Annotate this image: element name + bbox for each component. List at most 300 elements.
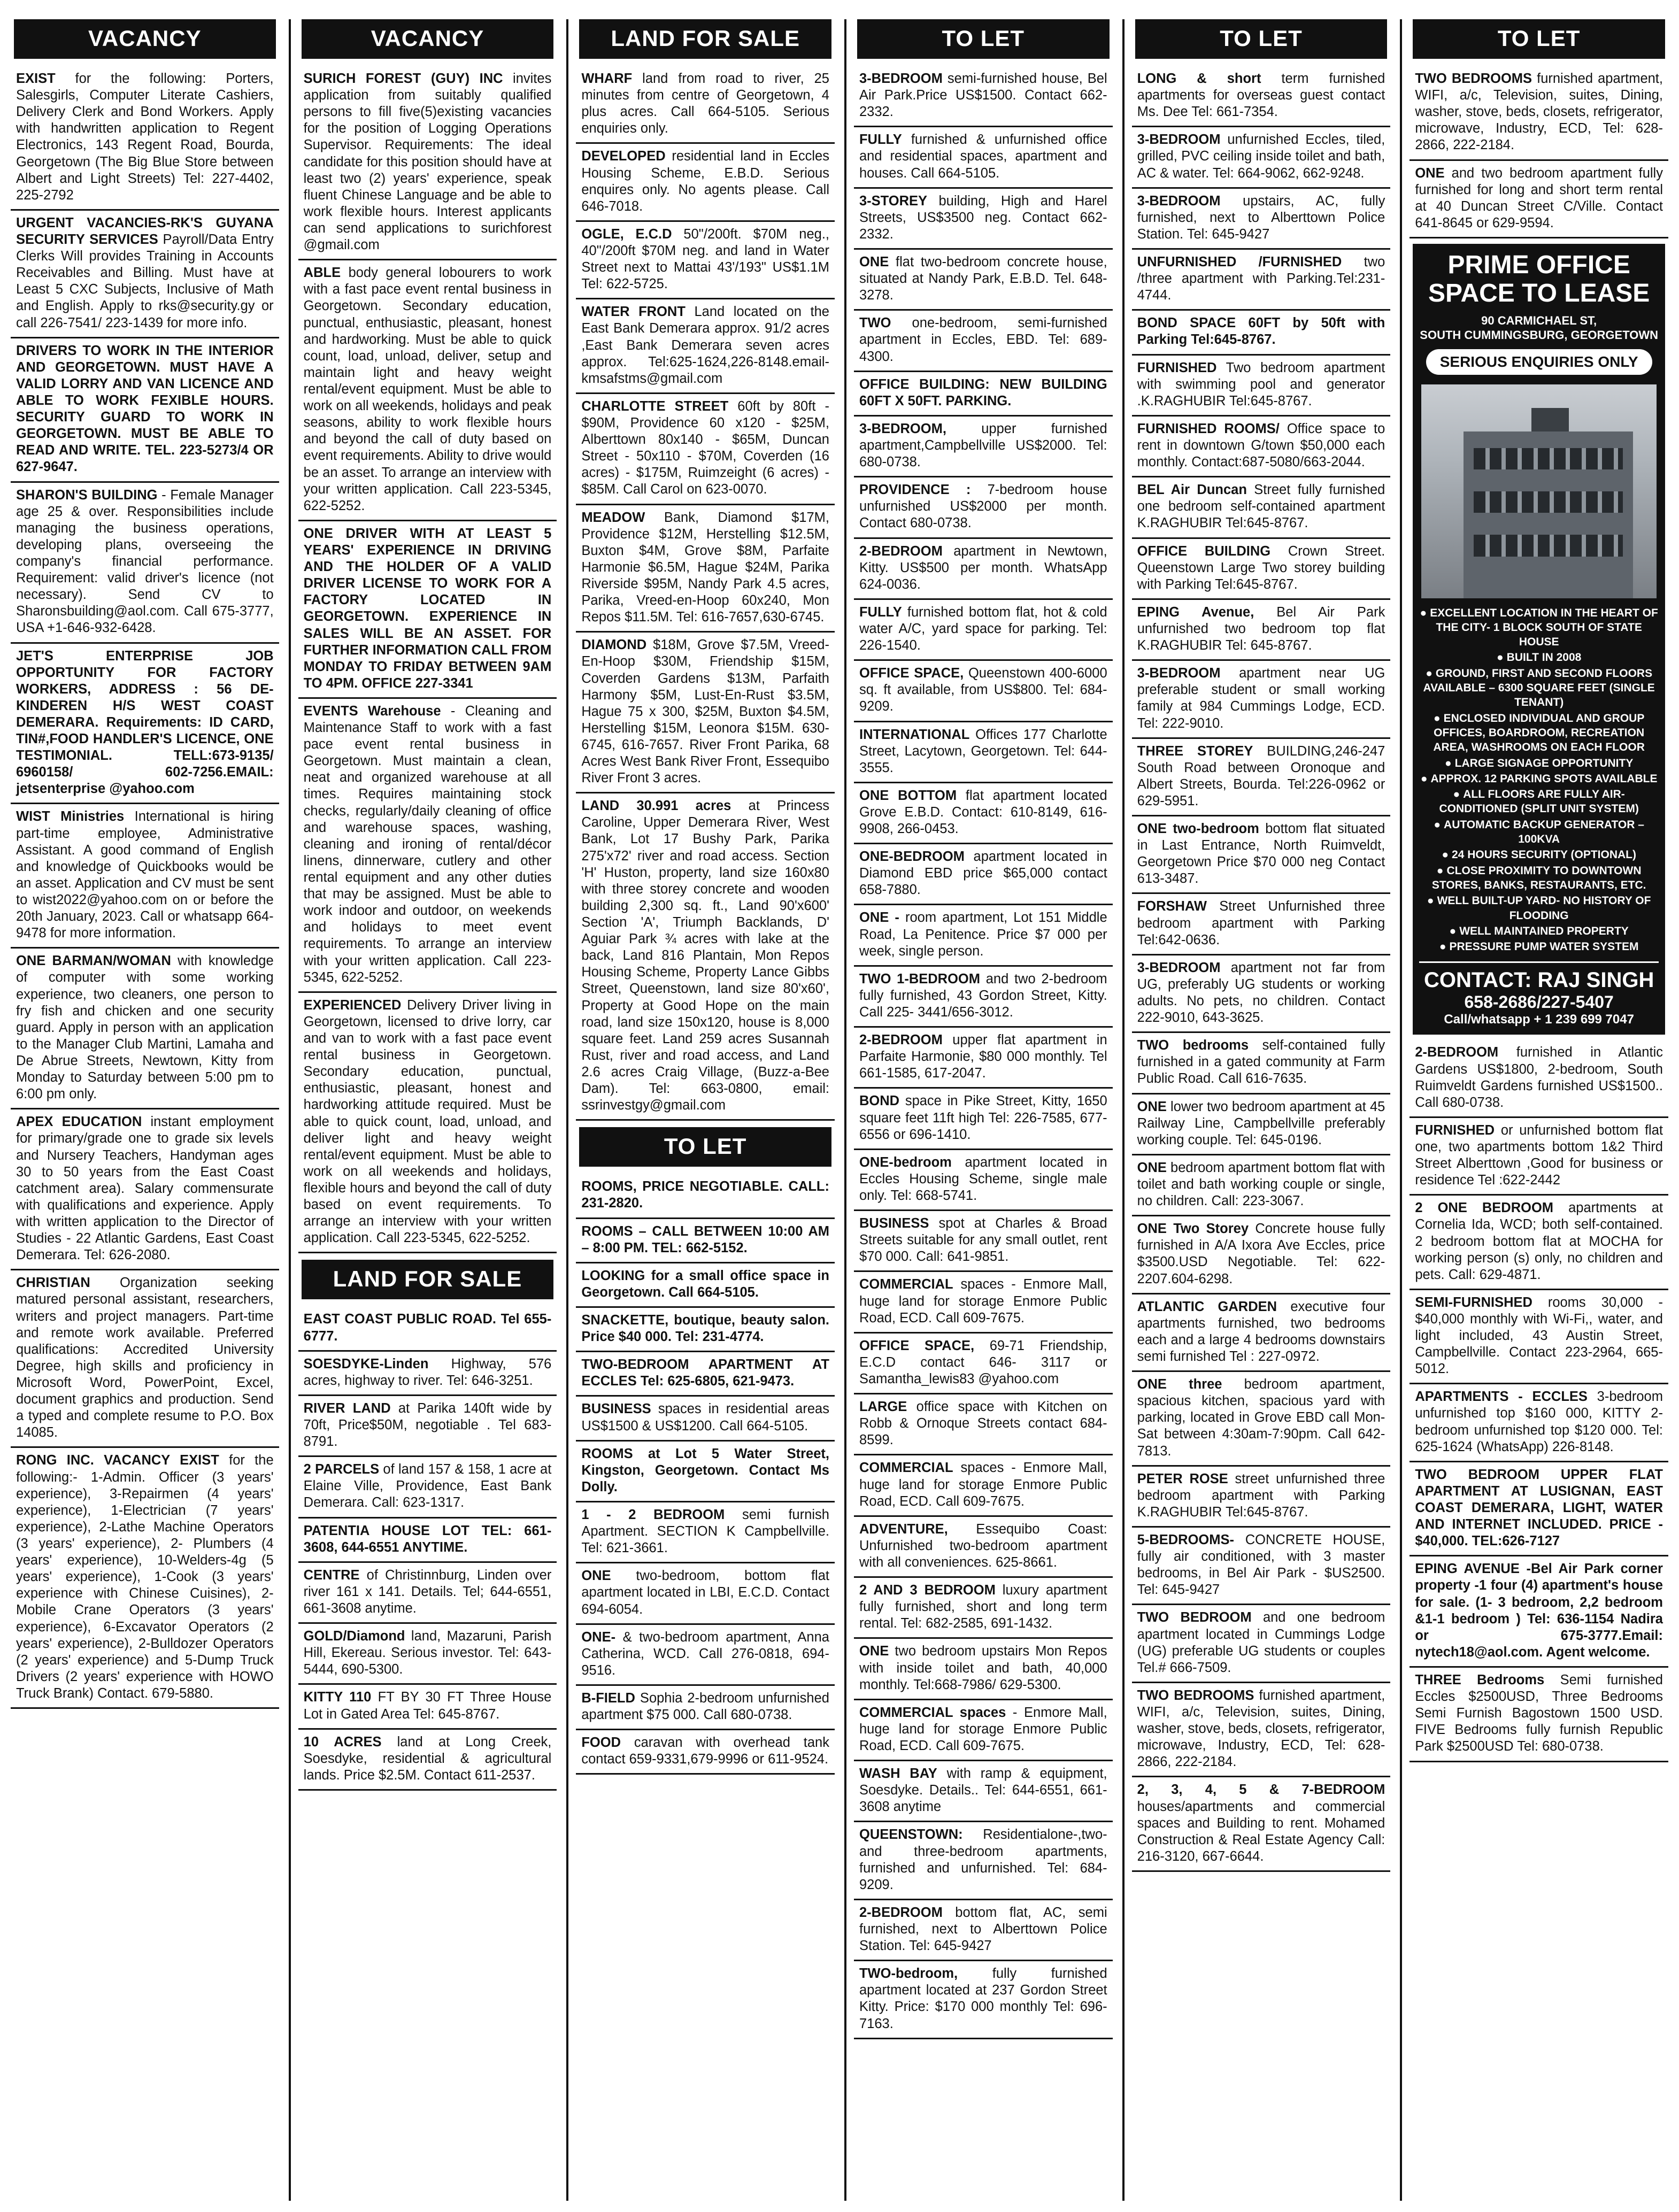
ad-body: at Princess Caroline, Upper Demerara River, West Bank, Lot 17 Bushy Park, Parika 275'x72' river and road access. Section 'H' Huston, property, land size 160x80 with three storey concrete and wooden building 2,300 sq. ft., Land 90'x600' Section 'A', Triumph Backlands, D' Aguiar Park ¾ acres with lake at the back, Land 816 Plantain, Mon Repos Housing Scheme, Property Lance Gibbs Street, Queenstown, land size 80'x60', Property at Good Hope on the main road, land size 150x120, house is 8,000 square feet. Land 259 acres Susannah Rust, river and road access, and Land 2.6 acres Craig Village, (Buzz-a-Bee Dam). Tel: 663-0800, email: ssrinvestgy@gmail.com	[581, 798, 829, 1113]
ad-text	[859, 1399, 1107, 1448]
classified-ad	[854, 477, 1113, 538]
ad-text	[304, 997, 552, 1247]
column-5	[1122, 19, 1391, 2201]
classified-ad	[576, 1502, 835, 1563]
ad-lead: ONE	[581, 1568, 611, 1584]
classified-ad	[854, 127, 1113, 188]
ad-body: spaces in residential areas US$1500 & US$1200. Call 664-5105.	[581, 1401, 829, 1433]
ad-text	[581, 1268, 829, 1301]
ad-lead: 10 ACRES	[303, 1734, 382, 1749]
ad-text	[859, 1826, 1107, 1893]
classified-ad	[854, 1639, 1113, 1700]
classified-ad	[1132, 600, 1391, 661]
ad-text	[1137, 360, 1385, 410]
classified-ad	[1132, 127, 1391, 188]
ad-body: land from road to river, 25 minutes from centre of Georgetown, 4 plus acres. Call 664-5105. Serious enquiries only.	[581, 71, 829, 136]
classified-ad	[298, 1307, 557, 1351]
ad-text	[1137, 960, 1385, 1026]
ad-lead: OFFICE SPACE,	[859, 1338, 975, 1353]
ad-body: Land located on the East Bank Demerara approx. 91/2 acres ,East Bank Demerara seven acres approx. Tel:625-1624,226-8148.email-kmsafstms@gmail.com	[581, 304, 829, 386]
ad-text	[859, 1582, 1107, 1632]
feature-bullet: ● GROUND, FIRST AND SECOND FLOORS AVAILABLE – 6300 SQUARE FEET (SINGLE TENANT)	[1419, 666, 1659, 710]
ad-lead: OGLE, E.C.D	[581, 226, 672, 242]
ad-lead: TWO-bedroom,	[859, 1966, 958, 1982]
ad-body: Two bedroom apartment with swimming pool and generator .K.RAGHUBIR Tel:645-8767.	[1137, 360, 1385, 409]
section-header-to-let: TO LET	[1413, 19, 1665, 59]
ad-body: furnished in Atlantic Gardens US$1800, 2-bedroom, South Ruimveldt Gardens furnished US$1500.. Call 680-0738.	[1415, 1045, 1663, 1110]
ad-lead: ROOMS – CALL BETWEEN 10:00 AM – 8:00 PM. TEL: 662-5152.	[581, 1223, 829, 1255]
ad-lead: BEL Air Duncan	[1137, 482, 1247, 498]
ad-text	[581, 1223, 829, 1257]
classified-ad	[854, 1455, 1113, 1516]
ad-lead: PATENTIA HOUSE LOT TEL: 661-3608, 644-6551 ANYTIME.	[303, 1523, 552, 1555]
classified-ad	[854, 189, 1113, 250]
ad-lead: ONE -	[859, 910, 899, 926]
ad-lead: EPING AVENUE -Bel Air Park corner property -1 four (4) apartment's house for sale. (1- 3 bedroom, 2,2 bedroom &1-1 bedroom ) Tel: 636-1154 Nadira or 675-3777.Email: nytech18@aol.com. Agent welcome.	[1415, 1561, 1663, 1660]
classified-ad	[854, 1089, 1113, 1150]
section-header-to-let: TO LET	[1135, 19, 1388, 59]
ad-text	[16, 487, 274, 637]
ad-text	[1137, 743, 1385, 810]
ad-text	[16, 1452, 274, 1702]
ad-body: caravan with overhead tank contact 659-9331,679-9996 or 611-9524.	[581, 1735, 829, 1767]
column-2	[289, 19, 557, 2201]
classified-ad	[1132, 356, 1391, 417]
classified-ad	[854, 1961, 1113, 2039]
classified-ad	[11, 483, 279, 644]
ad-lead: 2-BEDROOM	[859, 1905, 943, 1920]
ad-lead: CHARLOTTE STREET	[581, 398, 729, 414]
ad-lead: B-FIELD	[581, 1690, 635, 1706]
ad-lead: ROOMS at Lot 5 Water Street, Kingston, Georgetown. Contact Ms Dolly.	[581, 1446, 829, 1494]
classified-ad	[1410, 1668, 1668, 1762]
classified-ad	[1132, 66, 1391, 127]
ad-text	[859, 1460, 1107, 1509]
ad-text	[1137, 1221, 1385, 1287]
ad-text	[1415, 1294, 1663, 1378]
window-row	[1474, 535, 1623, 557]
ad-lead: 5-BEDROOMS-	[1137, 1532, 1234, 1547]
ad-lead: ONE	[1415, 165, 1445, 181]
classified-ad	[298, 1352, 557, 1396]
ad-text	[1137, 132, 1385, 181]
ad-lead: CHRISTIAN	[16, 1275, 90, 1291]
ad-text	[1137, 1471, 1385, 1521]
ad-text	[859, 910, 1107, 959]
ad-text	[1137, 1037, 1385, 1087]
ad-body: or unfurnished bottom flat one, two apartments bottom 1&2 Third Street Alberttown ,Good for business or residence Tel :622-2442	[1415, 1122, 1663, 1188]
ad-body: Concrete house fully furnished in A/A Ixora Ave Eccles, price $3500.USD Negotiable. Tel: 622-2207.604-6298.	[1137, 1221, 1385, 1286]
ad-body: residential land in Eccles Housing Scheme, E.B.D. Serious enquires only. No agents please. Call 646-7018.	[581, 149, 829, 214]
ad-lead: COMMERCIAL spaces	[859, 1705, 1006, 1720]
ad-text	[304, 1734, 552, 1784]
ad-body: two /three apartment with Parking.Tel:231-4744.	[1137, 254, 1385, 303]
classified-ad	[11, 804, 279, 949]
ad-body: bedroom apartment, spacious kitchen, spacious yard with parking, located in Grove EBD call Mon-Sat between 4:30am-7:90pm. Call 642-7813.	[1137, 1377, 1385, 1459]
ad-lead: WHARF	[581, 71, 633, 86]
ad-lead: COMMERCIAL	[859, 1460, 953, 1476]
ad-body: luxury apartment fully furnished, short and long term rental. Tel: 682-2585, 691-1432.	[859, 1583, 1107, 1631]
classified-ad	[854, 1517, 1113, 1578]
classified-ad	[576, 505, 835, 633]
ad-body: Office space to rent in downtown G/town $50,000 each monthly. Contact:687-5080/663-2044.	[1137, 421, 1385, 470]
ad-lead: FULLY	[859, 604, 902, 620]
ad-body: term furnished apartments for overseas guest contact Ms. Dee Tel: 661-7354.	[1137, 71, 1385, 120]
classified-ad	[298, 1563, 557, 1624]
ad-list-land-for-sale	[576, 66, 835, 1121]
ad-lead: WASH BAY	[859, 1766, 937, 1782]
ad-lead: COMMERCIAL	[859, 1277, 953, 1292]
ad-lead: APARTMENTS - ECCLES	[1415, 1389, 1588, 1405]
classified-ad	[11, 1448, 279, 1709]
ad-lead: 3-BEDROOM	[1137, 960, 1221, 975]
classified-ad	[298, 993, 557, 1254]
ad-text	[581, 637, 829, 787]
ad-body: instant employment for primary/grade one to grade six levels and Nursery Teachers, Handyman ages 30 to 50 years from the East Coast catchment area). Salary commensurate with qualifications and experience. Apply with written application to the Director of Studies - 22 Atlantic Gardens, East Coast Demerara. Tel: 626-2080.	[16, 1114, 274, 1263]
ad-lead: ONE-BEDROOM	[859, 849, 965, 865]
classified-ad	[298, 1685, 557, 1729]
ad-text	[1415, 165, 1663, 232]
ad-lead: FORSHAW	[1137, 899, 1207, 914]
ad-text	[859, 1521, 1107, 1571]
classified-ad	[1132, 189, 1391, 250]
section-header-to-let: TO LET	[579, 1127, 831, 1167]
ad-body: Bel Air Park unfurnished two bedroom top flat K.RAGHUBIR Tel: 645-8767.	[1137, 604, 1385, 653]
ad-lead: ONE two-bedroom	[1137, 821, 1259, 837]
ad-text	[859, 1093, 1107, 1143]
ad-body: spaces - Enmore Mall, huge land for storage Enmore Public Road, ECD. Call 609-7675.	[859, 1460, 1107, 1509]
ad-text	[304, 1356, 552, 1389]
ad-body: one-bedroom, semi-furnished apartment in Eccles, EBD. Tel: 689-4300.	[859, 315, 1107, 364]
ad-text	[16, 215, 274, 332]
ad-lead: FOOD	[581, 1735, 621, 1751]
classified-ad	[1410, 1462, 1668, 1557]
ad-list-to-let	[1410, 1040, 1668, 1762]
ad-text	[1137, 482, 1385, 531]
ad-body: International is hiring part-time employee, Administrative Assistant. A good command of English and knowledge of Quickbooks would be an asset. Application and CV must be sent to wist2022@yahoo.com on or before the 20th January, 2023. Call or whatsapp 664-9478 for more information.	[16, 809, 274, 941]
classified-ad	[854, 417, 1113, 477]
ad-body: lower two bedroom apartment at 45 Railway Line, Campbellville preferably working couple. Tel: 645-0196.	[1137, 1099, 1385, 1147]
ad-body: BUILDING,246-247 South Road between Oronoque and Albert Streets, Bourda. Tel:226-0962 or 629-5951.	[1137, 743, 1385, 808]
ad-text	[581, 1690, 829, 1723]
ad-text	[859, 376, 1107, 410]
ad-body: semi furnish Apartment. SECTION K Campbellville. Tel: 621-3661.	[581, 1507, 829, 1556]
ad-lead: PROVIDENCE :	[859, 482, 971, 498]
ad-body: Street Unfurnished three bedroom apartment with Parking Tel:642-0636.	[1137, 899, 1385, 947]
ad-lead: FURNISHED	[1415, 1122, 1495, 1138]
ad-lead: FURNISHED ROOMS/	[1137, 421, 1280, 436]
ad-lead: TWO BEDROOM	[1137, 1610, 1252, 1625]
ad-lead: KITTY 110	[303, 1690, 372, 1705]
ad-text	[1137, 315, 1385, 348]
classified-ad	[854, 1700, 1113, 1761]
ad-text	[1137, 1160, 1385, 1209]
ad-lead: TWO BEDROOMS	[1415, 71, 1532, 86]
ad-body: spaces - Enmore Mall, huge land for storage Enmore Public Road, ECD. Call 609-7675.	[859, 1277, 1107, 1325]
classified-ad	[854, 783, 1113, 844]
ad-text	[581, 398, 829, 498]
ad-text	[859, 1966, 1107, 2032]
classified-ad	[854, 1272, 1113, 1333]
ad-lead: ONE	[859, 1644, 889, 1659]
ad-body: room apartment, Lot 151 Middle Road, La Penitence. Price $7 000 per week, single person.	[859, 910, 1107, 959]
ad-body: of Christinnburg, Linden over river 161 x 141. Details. Tel; 644-6551, 661-3608 anytime.	[303, 1567, 552, 1616]
ad-body: furnished & unfurnished office and residential spaces, apartment and houses. Call 664-5105.	[859, 132, 1107, 181]
ad-lead: RIVER LAND	[303, 1400, 391, 1416]
ad-list-to-let	[854, 66, 1113, 2039]
window-row	[1474, 491, 1623, 513]
classified-ad	[1410, 1290, 1668, 1385]
window-row	[1474, 448, 1623, 470]
ad-text	[859, 1032, 1107, 1082]
ad-text	[581, 1401, 829, 1434]
ad-lead: 2-BEDROOM	[859, 543, 943, 559]
ad-lead: BUSINESS	[581, 1401, 651, 1417]
classified-ad	[1410, 1196, 1668, 1290]
feature-bullet: ● EXCELLENT LOCATION IN THE HEART OF THE CITY- 1 BLOCK SOUTH OF STATE HOUSE	[1419, 606, 1659, 650]
classified-ad	[854, 250, 1113, 311]
classified-ad	[854, 1394, 1113, 1455]
feature-bullet: ● CLOSE PROXIMITY TO DOWNTOWN STORES, BANKS, RESTAURANTS, ETC.	[1419, 864, 1659, 893]
ad-lead: APEX EDUCATION	[16, 1114, 142, 1130]
ad-lead: LONG & short	[1137, 71, 1261, 86]
classified-ad	[1132, 1605, 1391, 1683]
ad-text	[1415, 1389, 1663, 1455]
classified-ad	[11, 1270, 279, 1448]
ad-text	[1137, 421, 1385, 471]
ad-text	[859, 71, 1107, 120]
ad-lead: ADVENTURE,	[859, 1521, 948, 1537]
ad-text	[1137, 193, 1385, 243]
ad-lead: ONE	[859, 254, 889, 269]
ad-text	[304, 1461, 552, 1511]
ad-text	[1415, 1122, 1663, 1189]
ad-body: Essequibo Coast: Unfurnished two-bedroom apartment with all conveniences. 625-8661.	[859, 1521, 1107, 1570]
feature-bullet-list	[1419, 606, 1659, 954]
classified-ad	[576, 144, 835, 221]
ad-body: & two-bedroom apartment, Anna Catherina, WCD. Call 276-0818, 694-9516.	[581, 1629, 829, 1678]
classified-ad	[576, 793, 835, 1121]
ad-lead: MEADOW	[581, 510, 645, 525]
ad-text	[859, 1766, 1107, 1815]
ad-text	[581, 510, 829, 626]
ad-text	[1137, 665, 1385, 731]
ad-text	[1137, 604, 1385, 654]
feature-address-line1: 90 CARMICHAEL ST,	[1481, 313, 1597, 327]
ad-body: Payroll/Data Entry Clerks Will provides Training in Accounts Receivables and Billing. Must have at Least 5 CXC Subjects, Inclusive of Math and English. Apply to rks@security.gy or call 226-7541/ 223-1439 for more info.	[16, 232, 274, 330]
ad-text	[304, 71, 552, 253]
ad-body: street unfurnished three bedroom apartment with Parking K.RAGHUBIR Tel:645-8767.	[1137, 1471, 1385, 1520]
ad-lead: TWO BEDROOMS	[1137, 1687, 1254, 1703]
ad-lead: 3-BEDROOM	[1137, 132, 1221, 148]
ad-lead: THREE Bedrooms	[1415, 1673, 1545, 1688]
ad-text	[1415, 71, 1663, 154]
classified-ad	[1410, 1384, 1668, 1462]
ad-lead: ONE	[1137, 1099, 1167, 1114]
ad-body: for the following:- 1-Admin. Officer (3 years' experience), 3-Repairmen (4 years' experience), 1-Electrician (7 years' experience), 2-Lathe Machine Operators (3 years' experience), 2- Plumbers (4 years' experience), 10-Welders-4g (5 years' experience), 1-Cook (3 years' experience with Chinese Cuisines), 2-Mobile Crane Operators (3 years' experience), 6-Excavator Operators (2 years' experience), 2-Bulldozer Operators (2 years' experience) and 5-Dump Truck Drivers (2 years' experience with HOWO Truck Brank) Contact. 679-5880.	[16, 1453, 274, 1701]
ad-text	[581, 1446, 829, 1496]
ad-text	[304, 1523, 552, 1556]
classified-ad	[11, 644, 279, 805]
classified-ad	[576, 1730, 835, 1775]
classified-ad	[11, 66, 279, 211]
ad-body: Highway, 576 acres, highway to river. Tel: 646-3251.	[303, 1356, 552, 1388]
ad-body: - Cleaning and Maintenance Staff to work with a fast pace event rental business in Georgetown. Must maintain a clean, neat and organized warehouse at all times. Requires maintaining stock checks, regularly/daily cleaning of office and warehouse spaces, washing, cleaning and ironing of rental/décor linens, dinnerware, cutlery and other rental equipment and any other duties that may be assigned. Must be able to work indoor and outdoor, on weekends and holidays to meet event requirements. To arrange an interview with your written application. Call 223-5345, 622-5252.	[303, 703, 552, 985]
ad-text	[581, 1507, 829, 1556]
ad-text	[304, 1689, 552, 1722]
classified-ad	[1132, 1467, 1391, 1528]
ad-text	[304, 703, 552, 986]
ad-text	[859, 788, 1107, 837]
office-building-photo	[1421, 384, 1657, 598]
column-6	[1400, 19, 1668, 2201]
ad-body: upper flat apartment in Parfaite Harmonie, $80 000 monthly. Tel 661-1585, 617-2047.	[859, 1032, 1107, 1081]
ad-lead: GOLD/Diamond	[303, 1629, 405, 1644]
ad-lead: 3-BEDROOM	[1137, 666, 1221, 681]
ad-list-vacancy	[11, 66, 279, 1709]
ad-text	[16, 808, 274, 942]
ad-body: 69-71 Friendship, E.C.D contact 646- 3117 or Samantha_lewis83 @yahoo.com	[859, 1338, 1107, 1386]
classified-ad	[1410, 161, 1668, 238]
classified-ad	[1132, 539, 1391, 600]
ad-lead: ONE BARMAN/WOMAN	[16, 953, 171, 969]
classified-ad	[298, 260, 557, 521]
feature-bullet: ● AUTOMATIC BACKUP GENERATOR – 100KVA	[1419, 818, 1659, 847]
ad-lead: ROOMS, PRICE NEGOTIABLE. CALL: 231-2820.	[581, 1179, 829, 1211]
classified-ad	[298, 521, 557, 699]
ad-lead: EXPERIENCED	[303, 997, 402, 1013]
ad-text	[859, 482, 1107, 531]
classified-ad	[854, 311, 1113, 372]
ad-body: apartment located in Diamond EBD price $65,000 contact 658-7880.	[859, 849, 1107, 898]
ad-body: at Parika 140ft wide by 70ft, Price$50M, negotiable . Tel 683-8791.	[303, 1400, 552, 1450]
ad-body: CONCRETE HOUSE, fully air conditioned, with 3 master bedrooms, in Bel Air Park - $US2500. Tel: 645-9427	[1137, 1532, 1385, 1598]
ad-lead: SEMI-FURNISHED	[1415, 1294, 1532, 1310]
ad-text	[1137, 1532, 1385, 1598]
ad-lead: SNACKETTE, boutique, beauty salon. Price $40 000. Tel: 231-4774.	[581, 1313, 829, 1345]
ad-text	[16, 343, 274, 476]
classified-ad	[1132, 1777, 1391, 1872]
classified-ad	[854, 1900, 1113, 1961]
classified-ad	[576, 394, 835, 505]
ad-body: flat apartment located Grove E.B.D. Contact: 610-8149, 616-9908, 266-0453.	[859, 788, 1107, 837]
classified-ad	[1132, 1155, 1391, 1216]
ad-text	[1415, 1467, 1663, 1550]
ad-text	[581, 1312, 829, 1345]
classified-ad	[854, 600, 1113, 661]
ad-lead: TWO-BEDROOM APARTMENT AT ECCLES Tel: 625-6805, 621-9473.	[581, 1357, 829, 1389]
ad-lead: 2 PARCELS	[303, 1462, 380, 1477]
ad-lead: TWO bedrooms	[1137, 1038, 1249, 1053]
classified-ad	[1132, 417, 1391, 477]
ad-lead: LOOKING for a small office space in Georgetown. Call 664-5105.	[581, 1268, 829, 1300]
ad-lead: ONE BOTTOM	[859, 788, 957, 803]
ad-lead: LARGE	[859, 1399, 907, 1415]
ad-lead: ONE DRIVER WITH AT LEAST 5 YEARS' EXPERIENCE IN DRIVING AND THE HOLDER OF A VALID DRIVER LICENSE TO WORK FOR A FACTORY LOCATED IN GEORGETOWN. EXPERIENCE IN SALES WILL BE AN ASSET. FOR FURTHER INFORMATION CALL FROM MONDAY TO FRIDAY BETWEEN 9AM TO 4PM. OFFICE 227-3341	[303, 526, 552, 691]
feature-bullet: ● ENCLOSED INDIVIDUAL AND GROUP OFFICES, BOARDROOM, RECREATION AREA, WASHROOMS ON EACH FLOOR	[1419, 711, 1659, 755]
ad-body: Sophia 2-bedroom unfurnished apartment $75 000. Call 680-0738.	[581, 1690, 829, 1723]
classified-ad	[1132, 1683, 1391, 1778]
ad-lead: WIST Ministries	[16, 809, 125, 824]
ad-body: furnished bottom flat, hot & cold water A/C, yard space for parking. Tel: 226-1540.	[859, 604, 1107, 653]
ad-text	[859, 315, 1107, 365]
ad-text	[304, 1400, 552, 1450]
ad-body: body general lobourers to work with a fast pace event rental business in Georgetown. Secondary education, punctual, enthusiastic, pleasant, honest and hardworking. Must be able to quick count, load, unload, deliver, setup and maintain light and heavy weight rental/event equipment. Must be able to work on all weekends, holidays and peak seasons, ability to work flexible hours and beyond the call of duty based on event requirements. Ability to drive would be an asset. To arrange an interview with your written application. Call 223-5345, 622-5252.	[303, 265, 552, 513]
classified-ad	[11, 949, 279, 1109]
classified-ad	[1132, 1294, 1391, 1372]
ad-lead: 2, 3, 4, 5 & 7-BEDROOM	[1137, 1782, 1385, 1798]
ad-body: building, High and Harel Streets, US$3500 neg. Contact 662-2332.	[859, 193, 1107, 242]
classified-ad	[298, 1624, 557, 1685]
ad-body: $18M, Grove $7.5M, Vreed-En-Hoop $30M, Friendship $15M, Coverden Gardens $13M, Parfaith Harmony $5M, Lust-En-Rust $3.5M, Hague 75 x 300, $25M, Buxton $4.5M, Herstelling $15M, Leonora $15M. 630-6745, 616-7657. River Front Parika, 68 Acres West Bank River Front, Essequibo River Front 3 acres.	[581, 637, 829, 786]
ad-text	[859, 849, 1107, 898]
ad-text	[304, 1311, 552, 1344]
ad-lead: SHARON'S BUILDING	[16, 487, 158, 503]
ad-text	[581, 71, 829, 137]
classified-ad	[854, 905, 1113, 966]
classified-ad	[854, 1822, 1113, 1900]
ad-body: apartment located in Eccles Housing Scheme, single male only. Tel: 668-5741.	[859, 1154, 1107, 1204]
ad-text	[304, 526, 552, 692]
ad-body: spot at Charles & Broad Streets suitable for any small outlet, rent $70 000. Call: 641-9851.	[859, 1216, 1107, 1265]
ad-body: Delivery Driver living in Georgetown, licensed to drive lorry, car and van to work with a fast pace event rental business in Georgetown. Secondary education, punctual, enthusiastic, pleasant, honest and hardworking attitude required. Must be able to quick count, load, unload, and deliver light and heavy weight rental/event equipment. Must be able to work on all weekends and holidays, flexible hours and beyond the call of duty based on event requirements. To arrange an interview with your written application. Call 223-5345, 622-5252.	[303, 997, 552, 1246]
ad-lead: TWO 1-BEDROOM	[859, 971, 981, 986]
ad-lead: SURICH FOREST (GUY) INC	[303, 71, 503, 86]
section-header-vacancy: VACANCY	[14, 19, 276, 59]
serious-enquiries-badge: SERIOUS ENQUIRIES ONLY	[1426, 349, 1652, 375]
section-header-to-let: TO LET	[857, 19, 1110, 59]
ad-text	[16, 1275, 274, 1441]
ad-text	[1137, 543, 1385, 593]
classified-ad	[1132, 477, 1391, 538]
ad-body: and two 2-bedroom fully furnished, 43 Gordon Street, Kitty. Call 225- 3441/656-3012.	[859, 971, 1107, 1020]
ad-text	[859, 254, 1107, 304]
classified-ad	[1132, 250, 1391, 311]
classified-ad	[854, 1211, 1113, 1272]
ad-body: with ramp & equipment, Soesdyke. Details.. Tel: 644-6551, 661-3608 anytime	[859, 1766, 1107, 1815]
ad-text	[16, 1114, 274, 1263]
ad-text	[859, 421, 1107, 471]
ad-lead: BOND	[859, 1093, 900, 1109]
ad-body: with knowledge of computer with some working experience, two cleaners, one person to fry fish and chicken and one security guard. Apply in person with an application to the Manager Club Martini, Lamaha and De Abrue Streets, Newtown, Kitty from Monday to Saturday between 5:00 pm to 6:00 pm only.	[16, 953, 274, 1102]
ad-text	[16, 953, 274, 1103]
ad-body: Organization seeking matured personal assistant, researchers, writers and project managers. Part-time and remote work available. Preferred qualifications: Accredited University Degree, high skills and proficiency in Microsoft Word, PowerPoint, Excel, document graphics and production. Send a typed and complete resume to P.O. Box 14085.	[16, 1275, 274, 1440]
classified-ad	[854, 722, 1113, 783]
ad-lead: OFFICE SPACE,	[859, 666, 964, 681]
building-sign	[1531, 408, 1569, 431]
ad-text	[16, 648, 274, 798]
classified-ad	[1132, 1033, 1391, 1094]
ad-lead: 3-BEDROOM	[859, 71, 943, 86]
ad-lead: 2-BEDROOM	[859, 1032, 943, 1048]
building-illustration	[1464, 431, 1633, 598]
ad-lead: UNFURNISHED /FURNISHED	[1137, 254, 1342, 269]
ad-body: bottom flat, AC, semi furnished, next to Alberttown Police Station. Tel: 645-9427	[859, 1905, 1107, 1954]
ad-body: apartment near UG preferable student or small working family at 984 Cummings Lodge, ECD. Tel: 222-9010.	[1137, 666, 1385, 731]
ad-body: FT BY 30 FT Three House Lot in Gated Area Tel: 645-8767.	[303, 1690, 552, 1722]
ad-text	[859, 727, 1107, 776]
feature-bullet: ● ALL FLOORS ARE FULLY AIR-CONDITIONED (SPLIT UNIT SYSTEM)	[1419, 787, 1659, 816]
ad-text	[1415, 1561, 1663, 1661]
ad-lead: URGENT VACANCIES-RK'S GUYANA SECURITY SERVICES	[16, 215, 274, 247]
ad-text	[581, 304, 829, 387]
classified-ad	[854, 372, 1113, 417]
classified-ad	[1410, 1040, 1668, 1117]
classified-ad	[576, 1308, 835, 1352]
classified-ad	[576, 1442, 835, 1502]
ad-lead: WATER FRONT	[581, 304, 686, 320]
ad-body: Crown Street. Queenstown Large Two storey building with Parking Tel:645-8767.	[1137, 543, 1385, 592]
